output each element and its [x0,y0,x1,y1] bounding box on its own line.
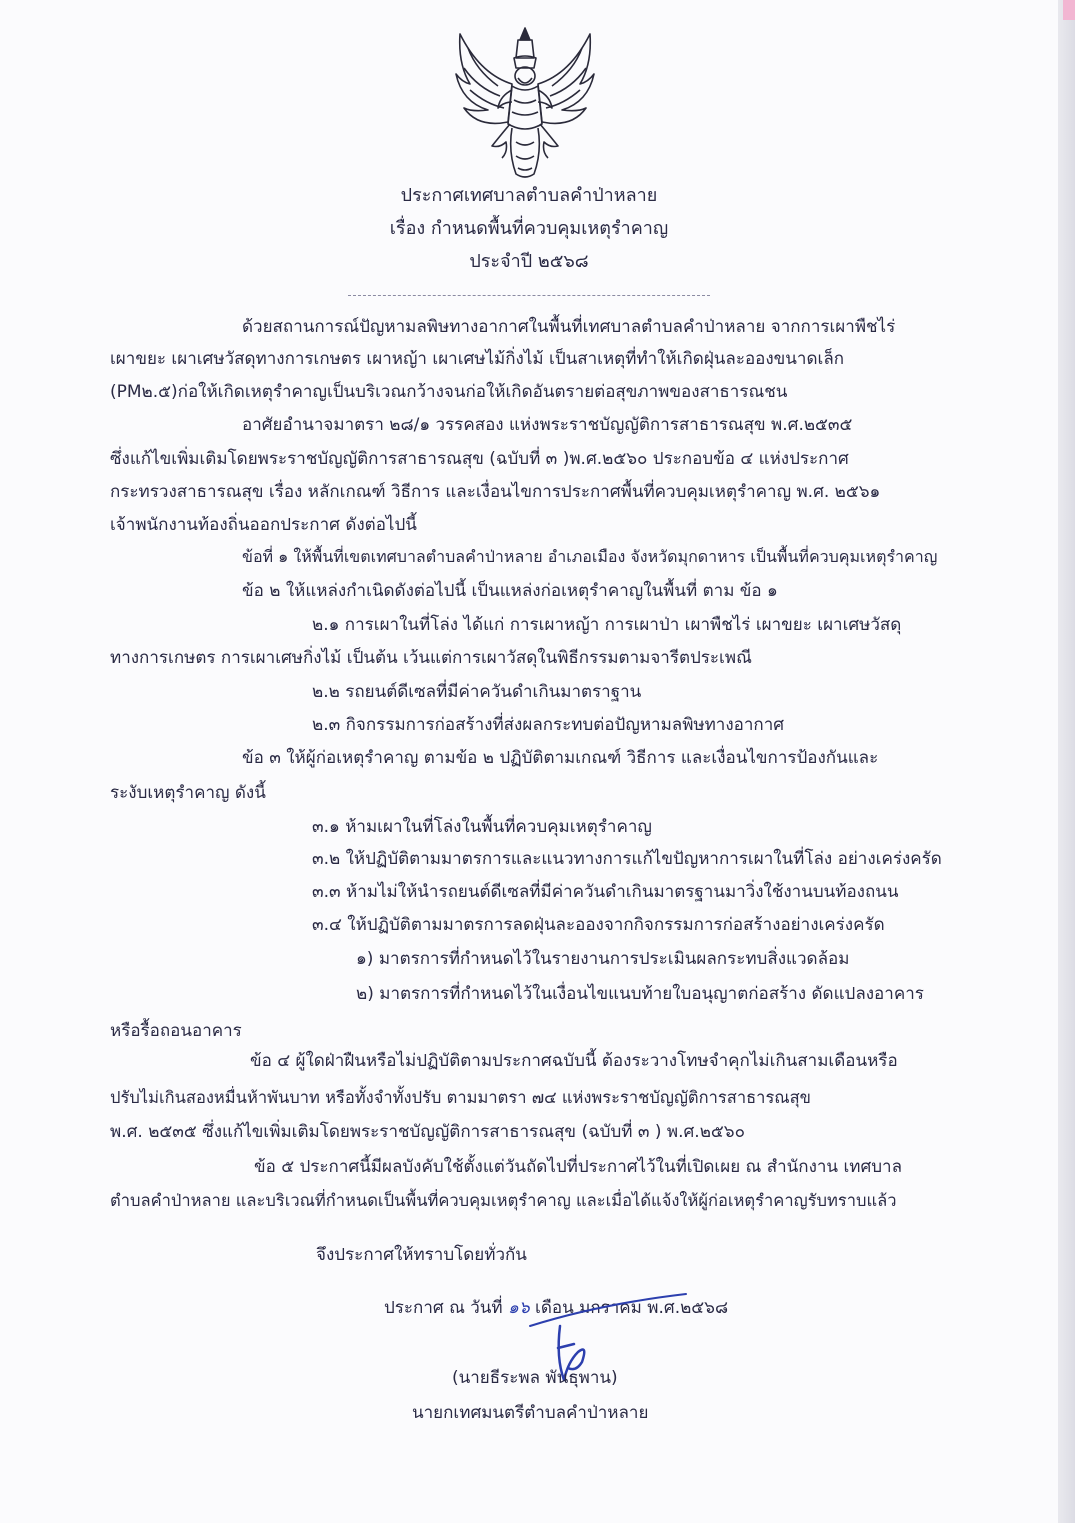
clause-1: ข้อที่ ๑ ให้พื้นที่เขตเทศบาลตำบลคำป่าหลาย อำเภอเมือง จังหวัดมุกดาหาร เป็นพื้นที่ควบคุมเหตุรำคาญ [242,547,938,566]
paragraph-line: เผาขยะ เผาเศษวัสดุทางการเกษตร เผาหญ้า เผาเศษไม้กิ่งไม้ เป็นสาเหตุที่ทำให้เกิดฝุ่นละอองขนาดเล็ก [110,349,845,369]
clause-2-2: ๒.๒ รถยนต์ดีเซลที่มีค่าควันดำเกินมาตราฐาน [312,682,642,702]
date-prefix: ประกาศ ณ วันที่ [384,1298,503,1318]
clause-3-3: ๓.๓ ห้ามไม่ให้นำรถยนต์ดีเซลที่มีค่าควันดำเกินมาตรฐานมาวิ่งใช้งานบนท้องถนน [312,882,899,902]
clause-3-4-1: ๑) มาตรการที่กำหนดไว้ในรายงานการประเมินผลกระทบสิ่งแวดล้อม [356,949,850,969]
clause-2-1: ๒.๑ การเผาในที่โล่ง ได้แก่ การเผาหญ้า การเผาป่า เผาพืชไร่ เผาขยะ เผาเศษวัสดุ [312,615,902,635]
signer-title: นายกเทศมนตรีตำบลคำป่าหลาย [412,1403,649,1423]
clause-2: ข้อ ๒ ให้แหล่งกำเนิดดังต่อไปนี้ เป็นแหล่งก่อเหตุรำคาญในพื้นที่ ตาม ข้อ ๑ [242,581,778,601]
date-rest: เดือน มกราคม พ.ศ.๒๕๖๘ [535,1298,729,1318]
paragraph-line: เจ้าพนักงานท้องถิ่นออกประกาศ ดังต่อไปนี้ [110,515,417,535]
dashed-divider [348,295,710,296]
year-line: ประจำปี ๒๕๖๘ [469,251,589,272]
date-day: ๑๖ [508,1298,530,1318]
clause-4-cont: ปรับไม่เกินสองหมื่นห้าพันบาท หรือทั้งจำทั้งปรับ ตามมาตรา ๗๔ แห่งพระราชบัญญัติการสาธารณสุข [110,1088,811,1107]
clause-3-2: ๓.๒ ให้ปฏิบัติตามมาตรการและแนวทางการแก้ไขปัญหาการเผาในที่โล่ง อย่างเคร่งครัด [312,849,942,869]
clause-5: ข้อ ๕ ประกาศนี้มีผลบังคับใช้ตั้งแต่วันถัดไปที่ประกาศไว้ในที่เปิดเผย ณ สำนักงาน เทศบาล [254,1157,903,1177]
page-edge [1058,0,1075,1523]
garuda-emblem-icon [450,24,600,184]
subject-line: เรื่อง กำหนดพื้นที่ควบคุมเหตุรำคาญ [389,218,669,239]
clause-3-1: ๓.๑ ห้ามเผาในที่โล่งในพื้นที่ควบคุมเหตุรำคาญ [312,817,652,837]
paragraph-line: (PM๒.๕)ก่อให้เกิดเหตุรำคาญเป็นบริเวณกว้างจนก่อให้เกิดอันตรายต่อสุขภาพของสาธารณชน [110,382,788,402]
clause-4-cont: พ.ศ. ๒๕๓๕ ซึ่งแก้ไขเพิ่มเติมโดยพระราชบัญญัติการสาธารณสุข (ฉบับที่ ๓ ) พ.ศ.๒๕๖๐ [110,1122,745,1142]
paragraph-line: ด้วยสถานการณ์ปัญหามลพิษทางอากาศในพื้นที่เทศบาลตำบลคำป่าหลาย จากการเผาพืชไร่ [242,317,896,337]
sticky-tab [1063,0,1075,20]
clause-4: ข้อ ๔ ผู้ใดฝ่าฝืนหรือไม่ปฏิบัติตามประกาศฉบับนี้ ต้องระวางโทษจำคุกไม่เกินสามเดือนหรือ [250,1051,898,1071]
announcement-title: ประกาศเทศบาลตำบลคำป่าหลาย [400,185,658,206]
clause-3: ข้อ ๓ ให้ผู้ก่อเหตุรำคาญ ตามข้อ ๒ ปฏิบัติตามเกณฑ์ วิธีการ และเงื่อนไขการป้องกันและ [242,748,879,768]
clause-3-4: ๓.๔ ให้ปฏิบัติตามมาตรการลดฝุ่นละอองจากกิจกรรมการก่อสร้างอย่างเคร่งครัด [312,915,885,935]
clause-3-4-2: ๒) มาตรการที่กำหนดไว้ในเงื่อนไขแนบท้ายใบอนุญาตก่อสร้าง ดัดแปลงอาคาร [356,984,924,1004]
clause-3-cont: ระงับเหตุรำคาญ ดังนี้ [110,783,266,803]
paragraph-line: อาศัยอำนาจมาตรา ๒๘/๑ วรรคสอง แห่งพระราชบัญญัติการสาธารณสุข พ.ศ.๒๕๓๕ [242,415,853,435]
clause-5-cont: ตำบลคำป่าหลาย และบริเวณที่กำหนดเป็นพื้นที่ควบคุมเหตุรำคาญ และเมื่อได้แจ้งให้ผู้ก่อเหตุรำคาญรับทราบแล้ว [110,1191,897,1210]
clause-2-1-cont: ทางการเกษตร การเผาเศษกิ่งไม้ เป็นต้น เว้นแต่การเผาวัสดุในพิธีกรรมตามจารีตประเพณี [110,648,752,668]
clause-3-4-2-cont: หรือรื้อถอนอาคาร [110,1021,242,1041]
signer-name: (นายธีระพล พันธุพาน) [452,1368,618,1388]
paragraph-line: ซึ่งแก้ไขเพิ่มเติมโดยพระราชบัญญัติการสาธารณสุข (ฉบับที่ ๓ )พ.ศ.๒๕๖๐ ประกอบข้อ ๔ แห่งประกาศ [110,449,849,469]
paragraph-line: กระทรวงสาธารณสุข เรื่อง หลักเกณฑ์ วิธีการ และเงื่อนไขการประกาศพื้นที่ควบคุมเหตุรำคาญ พ.ศ. ๒๕๖๑ [110,482,881,502]
clause-2-3: ๒.๓ กิจกรรมการก่อสร้างที่ส่งผลกระทบต่อปัญหามลพิษทางอากาศ [312,715,785,735]
closing-notice: จึงประกาศให้ทราบโดยทั่วกัน [316,1245,527,1265]
